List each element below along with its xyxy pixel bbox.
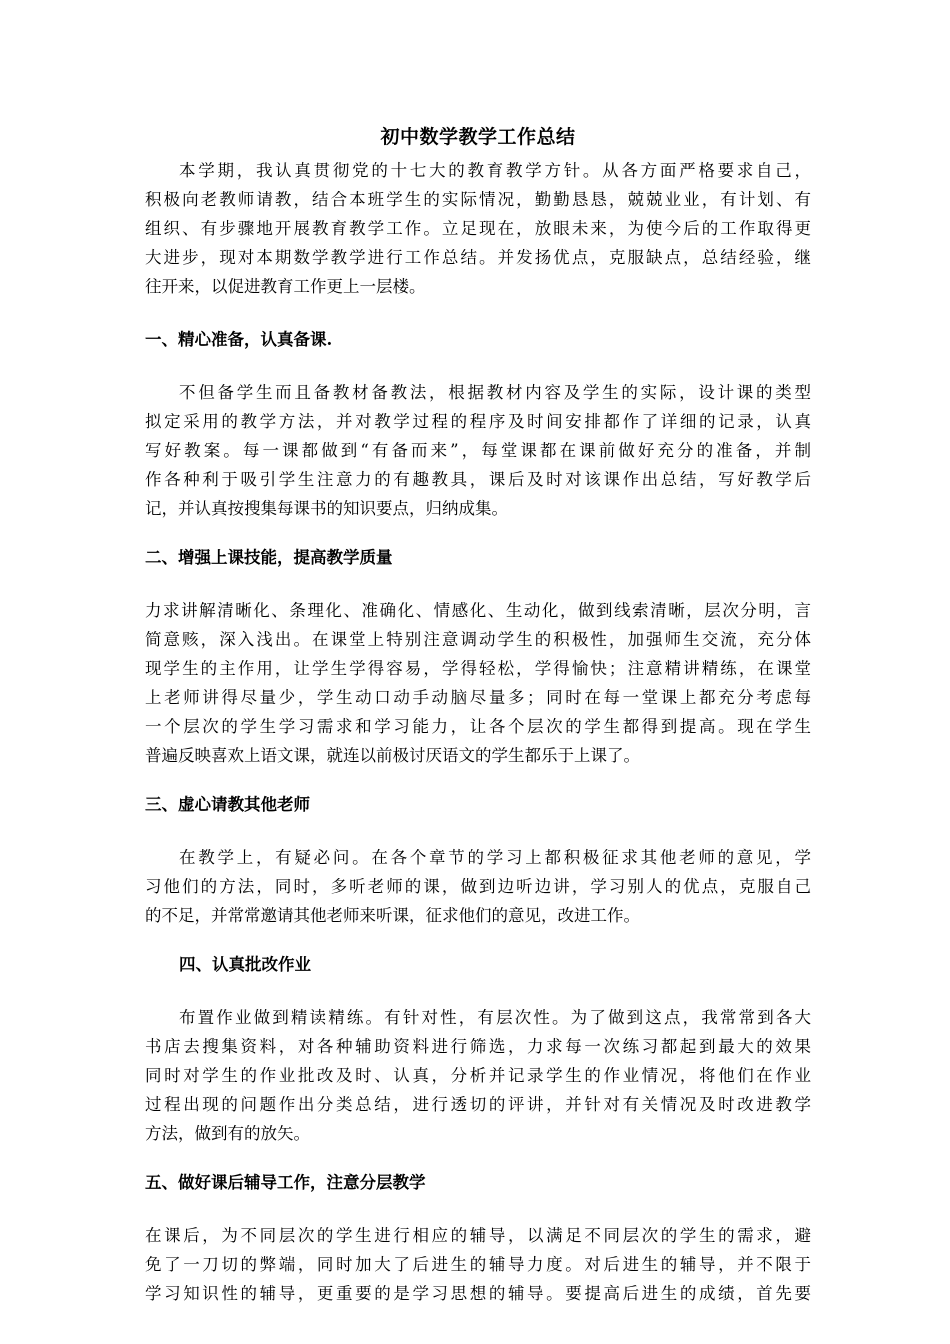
section-3-paragraph <box>145 843 811 930</box>
paragraph-line: 组织、有步骤地开展教育教学工作。立足现在，放眼未来，为使今后的工作取得更 <box>145 219 811 238</box>
paragraph-line: 的不足，并常常邀请其他老师来听课，征求他们的意见，改进工作。 <box>145 906 640 925</box>
section-5-paragraph <box>145 1221 811 1308</box>
paragraph-line: 简意赅，深入浅出。在课堂上特别注意调动学生的积极性，加强师生交流，充分体 <box>145 630 811 649</box>
intro-paragraph <box>145 156 811 301</box>
paragraph-line: 学习知识性的辅导，更重要的是学习思想的辅导。要提高后进生的成绩，首先要 <box>145 1284 811 1303</box>
paragraph-line: 上老师讲得尽量少，学生动口动手动脑尽量多；同时在每一堂课上都充分考虑每 <box>145 688 811 707</box>
section-heading-4: 四、认真批改作业 <box>179 955 311 974</box>
paragraph-line: 往开来，以促进教育工作更上一层楼。 <box>145 277 426 296</box>
section-4-paragraph <box>145 1003 811 1148</box>
paragraph-line: 在教学上，有疑必问。在各个章节的学习上都积极征求其他老师的意见，学 <box>179 848 811 867</box>
paragraph-line: 不但备学生而且备教材备教法，根据教材内容及学生的实际，设计课的类型 <box>179 383 811 402</box>
section-heading-2: 二、增强上课技能，提高教学质量 <box>145 548 393 567</box>
paragraph-line: 方法，做到有的放矢。 <box>145 1124 310 1143</box>
paragraph-line: 现学生的主作用，让学生学得容易，学得轻松，学得愉快；注意精讲精练，在课堂 <box>145 659 811 678</box>
section-heading-1: 一、精心准备，认真备课. <box>145 330 333 349</box>
paragraph-line: 力求讲解清晰化、条理化、准确化、情感化、生动化，做到线索清晰，层次分明，言 <box>145 601 811 620</box>
paragraph-line: 记，并认真按搜集每课书的知识要点，归纳成集。 <box>145 499 508 518</box>
paragraph-line: 普遍反映喜欢上语文课，就连以前极讨厌语文的学生都乐于上课了。 <box>145 746 640 765</box>
paragraph-line: 本学期，我认真贯彻党的十七大的教育教学方针。从各方面严格要求自己， <box>179 161 811 180</box>
section-heading-5: 五、做好课后辅导工作，注意分层教学 <box>145 1173 426 1192</box>
paragraph-line: 同时对学生的作业批改及时、认真，分析并记录学生的作业情况，将他们在作业 <box>145 1066 811 1085</box>
paragraph-line: 写好教案。每一课都做到“有备而来”，每堂课都在课前做好充分的准备，并制 <box>145 441 811 460</box>
paragraph-line: 作各种利于吸引学生注意力的有趣教具，课后及时对该课作出总结，写好教学后 <box>145 470 811 489</box>
paragraph-line: 免了一刀切的弊端，同时加大了后进生的辅导力度。对后进生的辅导，并不限于 <box>145 1255 811 1274</box>
paragraph-line: 书店去搜集资料，对各种辅助资料进行筛选，力求每一次练习都起到最大的效果 <box>145 1037 811 1056</box>
paragraph-line: 过程出现的问题作出分类总结，进行透切的评讲，并针对有关情况及时改进教学 <box>145 1095 811 1114</box>
document-title: 初中数学教学工作总结 <box>380 126 576 148</box>
paragraph-line: 拟定采用的教学方法，并对教学过程的程序及时间安排都作了详细的记录，认真 <box>145 412 811 431</box>
section-2-paragraph <box>145 596 811 770</box>
paragraph-line: 大进步，现对本期数学教学进行工作总结。并发扬优点，克服缺点，总结经验，继 <box>145 248 811 267</box>
paragraph-line: 一个层次的学生学习需求和学习能力，让各个层次的学生都得到提高。现在学生 <box>145 717 811 736</box>
document-page <box>145 120 811 1308</box>
paragraph-line: 习他们的方法，同时，多听老师的课，做到边听边讲，学习别人的优点，克服自己 <box>145 877 811 896</box>
paragraph-line: 在课后，为不同层次的学生进行相应的辅导，以满足不同层次的学生的需求，避 <box>145 1226 811 1245</box>
paragraph-line: 布置作业做到精读精练。有针对性，有层次性。为了做到这点，我常常到各大 <box>179 1008 811 1027</box>
section-heading-3: 三、虚心请教其他老师 <box>145 795 310 814</box>
section-1-paragraph <box>145 378 811 523</box>
paragraph-line: 积极向老教师请教，结合本班学生的实际情况，勤勤恳恳，兢兢业业，有计划、有 <box>145 190 811 209</box>
